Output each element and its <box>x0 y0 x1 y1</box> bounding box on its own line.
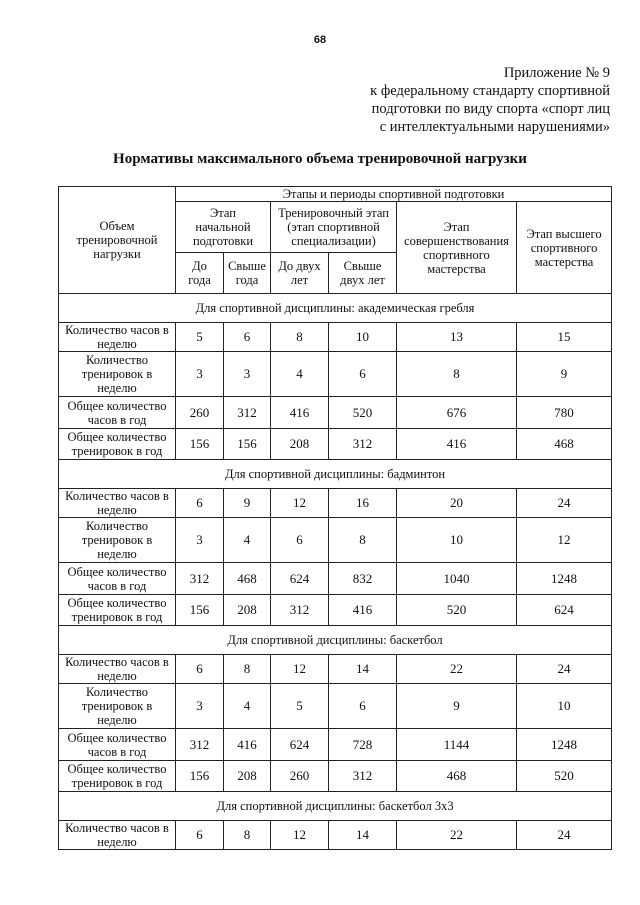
table-cell: 8 <box>271 323 329 352</box>
table-cell: 312 <box>329 761 397 792</box>
table-cell: 1248 <box>517 729 612 761</box>
table-row <box>59 518 612 563</box>
table-cell: 14 <box>329 655 397 684</box>
table-cell: 208 <box>271 429 329 460</box>
table-cell: 312 <box>224 397 271 429</box>
table-cell: 520 <box>397 595 517 626</box>
table-cell: 312 <box>176 563 224 595</box>
table-cell: 6 <box>224 323 271 352</box>
row-label: Общее количество часов в год <box>59 563 176 595</box>
table-row <box>59 655 612 684</box>
table-row <box>59 684 612 729</box>
table-cell: 624 <box>271 729 329 761</box>
table-cell: 3 <box>176 518 224 563</box>
appendix-line: с интеллектуальными нарушениями» <box>379 119 610 135</box>
table-row <box>59 323 612 352</box>
table-cell: 15 <box>517 323 612 352</box>
table-cell: 13 <box>397 323 517 352</box>
table-cell: 12 <box>271 655 329 684</box>
table-cell: 1144 <box>397 729 517 761</box>
page-number: 68 <box>313 34 327 46</box>
table-cell: 8 <box>329 518 397 563</box>
header-stage-highest: Этап высшего спортивного мастерства <box>517 202 612 294</box>
table-row <box>59 821 612 850</box>
discipline-title: Для спортивной дисциплины: академическая гребля <box>59 294 612 323</box>
table-cell: 16 <box>329 489 397 518</box>
table-row <box>59 729 612 761</box>
table-cell: 156 <box>176 429 224 460</box>
header-stages-title: Этапы и периоды спортивной подготовки <box>176 187 612 202</box>
table-cell: 10 <box>397 518 517 563</box>
table-cell: 312 <box>176 729 224 761</box>
discipline-row <box>59 460 612 489</box>
table-cell: 260 <box>176 397 224 429</box>
table-row <box>59 563 612 595</box>
table-cell: 22 <box>397 655 517 684</box>
table-cell: 12 <box>271 489 329 518</box>
table-cell: 520 <box>517 761 612 792</box>
table-cell: 260 <box>271 761 329 792</box>
table-cell: 156 <box>224 429 271 460</box>
table-row <box>59 761 612 792</box>
row-label: Количество тренировок в неделю <box>59 352 176 397</box>
row-label: Общее количество тренировок в год <box>59 761 176 792</box>
row-label: Общее количество часов в год <box>59 397 176 429</box>
table-cell: 520 <box>329 397 397 429</box>
discipline-row <box>59 626 612 655</box>
table-cell: 10 <box>329 323 397 352</box>
table-cell: 6 <box>176 489 224 518</box>
table-cell: 6 <box>176 655 224 684</box>
table-row <box>59 489 612 518</box>
header-row-label: Объем тренировочной нагрузки <box>59 187 176 294</box>
header-stage-initial: Этап начальной подготовки <box>176 202 271 253</box>
table-cell: 8 <box>224 655 271 684</box>
table-cell: 4 <box>271 352 329 397</box>
appendix-line: к федеральному стандарту спортивной <box>370 83 610 99</box>
table-cell: 9 <box>224 489 271 518</box>
table-cell: 156 <box>176 595 224 626</box>
table-cell: 6 <box>329 352 397 397</box>
table-cell: 468 <box>224 563 271 595</box>
table-cell: 5 <box>176 323 224 352</box>
table-cell: 6 <box>176 821 224 850</box>
table-row <box>59 352 612 397</box>
table-cell: 8 <box>397 352 517 397</box>
table-cell: 22 <box>397 821 517 850</box>
table-cell: 4 <box>224 684 271 729</box>
row-label: Количество часов в неделю <box>59 655 176 684</box>
table-cell: 468 <box>397 761 517 792</box>
row-label: Количество часов в неделю <box>59 489 176 518</box>
row-label: Количество часов в неделю <box>59 821 176 850</box>
table-cell: 6 <box>329 684 397 729</box>
table-cell: 3 <box>176 684 224 729</box>
table-cell: 4 <box>224 518 271 563</box>
table-cell: 12 <box>271 821 329 850</box>
table-cell: 832 <box>329 563 397 595</box>
table-cell: 416 <box>329 595 397 626</box>
table-cell: 208 <box>224 761 271 792</box>
table-cell: 156 <box>176 761 224 792</box>
table-cell: 8 <box>224 821 271 850</box>
row-label: Общее количество тренировок в год <box>59 429 176 460</box>
table-row <box>59 595 612 626</box>
table-cell: 780 <box>517 397 612 429</box>
appendix-line: Приложение № 9 <box>503 65 610 81</box>
table-cell: 24 <box>517 655 612 684</box>
table-cell: 416 <box>224 729 271 761</box>
table-cell: 468 <box>517 429 612 460</box>
table-cell: 5 <box>271 684 329 729</box>
header-sub-over-two-years: Свыше двух лет <box>329 253 397 294</box>
header-stage-training: Тренировочный этап (этап спортивной специализации) <box>271 202 397 253</box>
table-cell: 24 <box>517 821 612 850</box>
table-cell: 624 <box>517 595 612 626</box>
discipline-row <box>59 792 612 821</box>
discipline-title: Для спортивной дисциплины: баскетбол 3х3 <box>59 792 612 821</box>
table-cell: 12 <box>517 518 612 563</box>
table-cell: 6 <box>271 518 329 563</box>
table-cell: 208 <box>224 595 271 626</box>
table-cell: 312 <box>329 429 397 460</box>
table-cell: 20 <box>397 489 517 518</box>
header-stage-improvement: Этап совершенствования спортивного мастерства <box>397 202 517 294</box>
table-row <box>59 397 612 429</box>
table-cell: 624 <box>271 563 329 595</box>
norms-table <box>58 186 612 850</box>
discipline-row <box>59 294 612 323</box>
row-label: Общее количество тренировок в год <box>59 595 176 626</box>
table-cell: 728 <box>329 729 397 761</box>
header-sub-up-to-two-years: До двух лет <box>271 253 329 294</box>
table-cell: 10 <box>517 684 612 729</box>
discipline-title: Для спортивной дисциплины: баскетбол <box>59 626 612 655</box>
table-cell: 1040 <box>397 563 517 595</box>
table-cell: 3 <box>176 352 224 397</box>
document-title: Нормативы максимального объема тренировочной нагрузки <box>113 151 527 167</box>
table-cell: 14 <box>329 821 397 850</box>
header-sub-over-year: Свыше года <box>224 253 271 294</box>
discipline-title: Для спортивной дисциплины: бадминтон <box>59 460 612 489</box>
table-cell: 676 <box>397 397 517 429</box>
appendix-block <box>280 64 610 136</box>
table-cell: 1248 <box>517 563 612 595</box>
table-cell: 312 <box>271 595 329 626</box>
table-cell: 3 <box>224 352 271 397</box>
header-sub-up-to-year: До года <box>176 253 224 294</box>
table-cell: 416 <box>397 429 517 460</box>
table-cell: 24 <box>517 489 612 518</box>
table-row <box>59 429 612 460</box>
row-label: Количество тренировок в неделю <box>59 518 176 563</box>
appendix-line: подготовки по виду спорта «спорт лиц <box>371 101 610 117</box>
row-label: Количество тренировок в неделю <box>59 684 176 729</box>
row-label: Общее количество часов в год <box>59 729 176 761</box>
table-cell: 9 <box>517 352 612 397</box>
table-cell: 416 <box>271 397 329 429</box>
table-cell: 9 <box>397 684 517 729</box>
row-label: Количество часов в неделю <box>59 323 176 352</box>
